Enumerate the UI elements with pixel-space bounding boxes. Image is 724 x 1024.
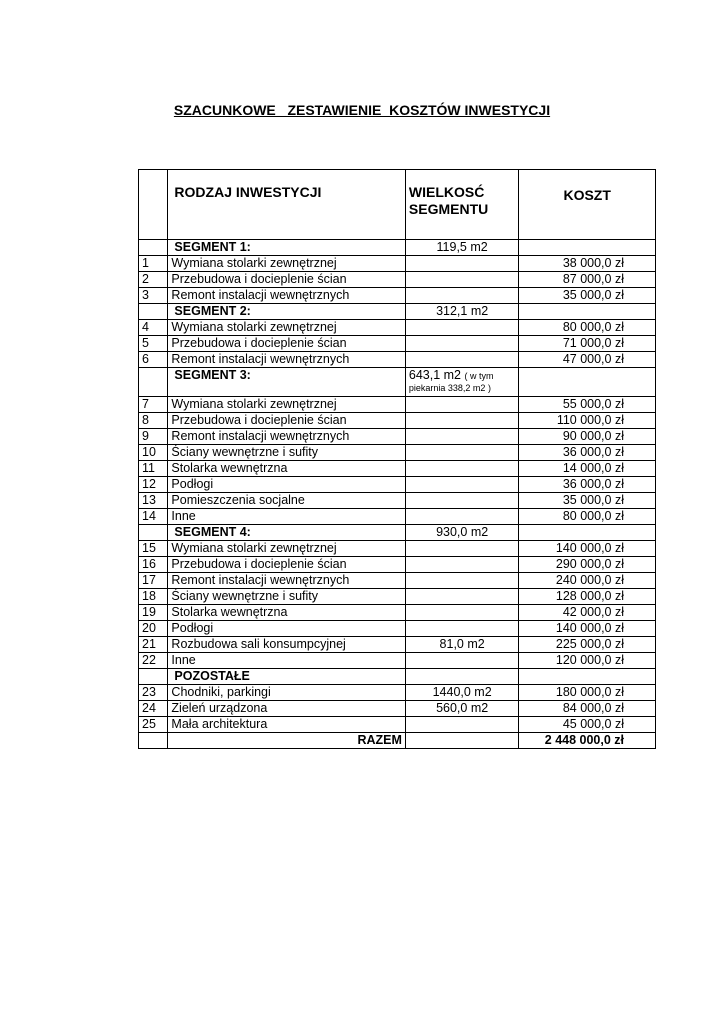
table-row — [139, 288, 656, 304]
segment-header-row — [139, 240, 656, 256]
cost-table — [138, 169, 656, 749]
item-cost: 225 000,0 zł — [519, 637, 656, 653]
table-row — [139, 336, 656, 352]
item-number: 19 — [139, 605, 168, 621]
table-row — [139, 493, 656, 509]
total-cost: 2 448 000,0 zł — [519, 733, 656, 749]
item-number: 15 — [139, 541, 168, 557]
table-row — [139, 653, 656, 669]
header-cost: KOSZT — [519, 170, 656, 240]
item-cost: 35 000,0 zł — [519, 493, 656, 509]
table-header-row — [139, 170, 656, 240]
item-size — [405, 573, 518, 589]
table-row — [139, 429, 656, 445]
item-cost: 140 000,0 zł — [519, 541, 656, 557]
item-number: 3 — [139, 288, 168, 304]
item-size — [405, 557, 518, 573]
item-name: Przebudowa i docieplenie ścian — [168, 413, 405, 429]
segment-cost-cell — [519, 368, 656, 397]
header-number-cell — [139, 170, 168, 240]
item-size — [405, 256, 518, 272]
segment-header-row — [139, 669, 656, 685]
item-number: 22 — [139, 653, 168, 669]
item-cost: 45 000,0 zł — [519, 717, 656, 733]
table-row — [139, 461, 656, 477]
segment-header-row — [139, 304, 656, 320]
item-name: Stolarka wewnętrzna — [168, 461, 405, 477]
item-cost: 90 000,0 zł — [519, 429, 656, 445]
item-size — [405, 589, 518, 605]
table-row — [139, 589, 656, 605]
item-number: 13 — [139, 493, 168, 509]
table-row — [139, 272, 656, 288]
table-row — [139, 397, 656, 413]
item-size: 560,0 m2 — [405, 701, 518, 717]
item-number: 23 — [139, 685, 168, 701]
item-number: 18 — [139, 589, 168, 605]
item-number: 10 — [139, 445, 168, 461]
item-size — [405, 320, 518, 336]
segment-label: SEGMENT 3: — [168, 368, 405, 397]
segment-number-cell — [139, 304, 168, 320]
item-name: Rozbudowa sali konsumpcyjnej — [168, 637, 405, 653]
item-cost: 36 000,0 zł — [519, 445, 656, 461]
item-size — [405, 336, 518, 352]
item-name: Remont instalacji wewnętrznych — [168, 429, 405, 445]
segment-label: SEGMENT 1: — [168, 240, 405, 256]
total-label: RAZEM — [168, 733, 405, 749]
segment-number-cell — [139, 368, 168, 397]
item-cost: 38 000,0 zł — [519, 256, 656, 272]
table-row — [139, 605, 656, 621]
item-size — [405, 445, 518, 461]
segment-size — [405, 669, 518, 685]
item-number: 2 — [139, 272, 168, 288]
header-investment-type: RODZAJ INWESTYCJI — [168, 170, 405, 240]
item-number: 1 — [139, 256, 168, 272]
item-name: Podłogi — [168, 477, 405, 493]
item-name: Stolarka wewnętrzna — [168, 605, 405, 621]
item-number: 5 — [139, 336, 168, 352]
item-cost: 87 000,0 zł — [519, 272, 656, 288]
item-number: 6 — [139, 352, 168, 368]
item-name: Zieleń urządzona — [168, 701, 405, 717]
segment-label: SEGMENT 2: — [168, 304, 405, 320]
table-row — [139, 685, 656, 701]
item-size — [405, 493, 518, 509]
table-row — [139, 541, 656, 557]
item-number: 17 — [139, 573, 168, 589]
segment-size: 312,1 m2 — [405, 304, 518, 320]
item-number: 4 — [139, 320, 168, 336]
segment-label: SEGMENT 4: — [168, 525, 405, 541]
segment-number-cell — [139, 525, 168, 541]
item-cost: 14 000,0 zł — [519, 461, 656, 477]
item-number: 11 — [139, 461, 168, 477]
item-number: 21 — [139, 637, 168, 653]
header-segment-size-line2: SEGMENTU — [408, 201, 489, 217]
table-row — [139, 256, 656, 272]
segment-label: POZOSTAŁE — [168, 669, 405, 685]
segment-size: 930,0 m2 — [405, 525, 518, 541]
item-number: 7 — [139, 397, 168, 413]
item-name: Remont instalacji wewnętrznych — [168, 288, 405, 304]
segment-size-note-detail: piekarnia 338,2 m2 ) — [408, 383, 491, 393]
item-cost: 128 000,0 zł — [519, 589, 656, 605]
item-name: Przebudowa i docieplenie ścian — [168, 272, 405, 288]
item-cost: 71 000,0 zł — [519, 336, 656, 352]
item-size — [405, 272, 518, 288]
item-number: 16 — [139, 557, 168, 573]
item-number: 8 — [139, 413, 168, 429]
item-cost: 80 000,0 zł — [519, 320, 656, 336]
table-row — [139, 573, 656, 589]
item-name: Przebudowa i docieplenie ścian — [168, 336, 405, 352]
table-row — [139, 413, 656, 429]
item-size: 1440,0 m2 — [405, 685, 518, 701]
item-size — [405, 429, 518, 445]
document-title: SZACUNKOWE ZESTAWIENIE KOSZTÓW INWESTYCJI — [173, 102, 551, 118]
item-cost: 110 000,0 zł — [519, 413, 656, 429]
segment-size — [405, 368, 518, 397]
item-number: 24 — [139, 701, 168, 717]
item-size — [405, 605, 518, 621]
item-name: Wymiana stolarki zewnętrznej — [168, 541, 405, 557]
segment-number-cell — [139, 240, 168, 256]
item-name: Wymiana stolarki zewnętrznej — [168, 256, 405, 272]
item-number: 12 — [139, 477, 168, 493]
table-row — [139, 557, 656, 573]
item-cost: 36 000,0 zł — [519, 477, 656, 493]
segment-size: 119,5 m2 — [405, 240, 518, 256]
item-size — [405, 413, 518, 429]
item-size — [405, 621, 518, 637]
item-cost: 120 000,0 zł — [519, 653, 656, 669]
item-name: Wymiana stolarki zewnętrznej — [168, 397, 405, 413]
item-name: Wymiana stolarki zewnętrznej — [168, 320, 405, 336]
table-row — [139, 637, 656, 653]
item-name: Remont instalacji wewnętrznych — [168, 573, 405, 589]
item-name: Pomieszczenia socjalne — [168, 493, 405, 509]
item-cost: 42 000,0 zł — [519, 605, 656, 621]
item-name: Mała architektura — [168, 717, 405, 733]
table-row — [139, 717, 656, 733]
item-cost: 47 000,0 zł — [519, 352, 656, 368]
item-size — [405, 288, 518, 304]
item-name: Chodniki, parkingi — [168, 685, 405, 701]
item-size — [405, 509, 518, 525]
item-cost: 180 000,0 zł — [519, 685, 656, 701]
item-name: Remont instalacji wewnętrznych — [168, 352, 405, 368]
segment-size-note: ( w tym — [464, 371, 494, 381]
item-cost: 290 000,0 zł — [519, 557, 656, 573]
item-size — [405, 461, 518, 477]
table-row — [139, 701, 656, 717]
item-size — [405, 477, 518, 493]
item-size — [405, 397, 518, 413]
header-segment-size-line1: WIELKOSĆ — [408, 184, 485, 200]
header-segment-size — [405, 170, 518, 240]
segment-cost-cell — [519, 669, 656, 685]
item-number: 25 — [139, 717, 168, 733]
table-row — [139, 621, 656, 637]
item-cost: 240 000,0 zł — [519, 573, 656, 589]
item-size — [405, 541, 518, 557]
segment-header-row — [139, 525, 656, 541]
item-cost: 84 000,0 zł — [519, 701, 656, 717]
table-row — [139, 445, 656, 461]
segment-cost-cell — [519, 525, 656, 541]
total-number-cell — [139, 733, 168, 749]
segment-number-cell — [139, 669, 168, 685]
segment-size-value: 643,1 m2 — [408, 368, 462, 382]
total-row — [139, 733, 656, 749]
item-number: 20 — [139, 621, 168, 637]
segment-header-row — [139, 368, 656, 397]
item-number: 9 — [139, 429, 168, 445]
table-row — [139, 509, 656, 525]
item-size — [405, 653, 518, 669]
item-name: Przebudowa i docieplenie ścian — [168, 557, 405, 573]
segment-cost-cell — [519, 304, 656, 320]
table-row — [139, 477, 656, 493]
item-name: Ściany wewnętrzne i sufity — [168, 445, 405, 461]
item-size: 81,0 m2 — [405, 637, 518, 653]
segment-cost-cell — [519, 240, 656, 256]
total-size-cell — [405, 733, 518, 749]
item-name: Ściany wewnętrzne i sufity — [168, 589, 405, 605]
item-cost: 140 000,0 zł — [519, 621, 656, 637]
table-row — [139, 320, 656, 336]
item-cost: 80 000,0 zł — [519, 509, 656, 525]
item-cost: 35 000,0 zł — [519, 288, 656, 304]
table-row — [139, 352, 656, 368]
item-name: Inne — [168, 509, 405, 525]
item-size — [405, 717, 518, 733]
item-cost: 55 000,0 zł — [519, 397, 656, 413]
item-name: Podłogi — [168, 621, 405, 637]
item-number: 14 — [139, 509, 168, 525]
item-size — [405, 352, 518, 368]
item-name: Inne — [168, 653, 405, 669]
